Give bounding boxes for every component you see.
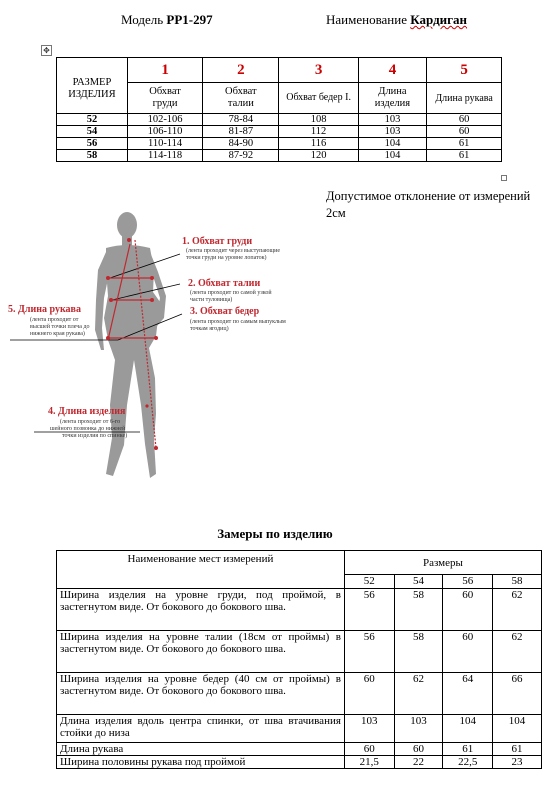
waist-legend-note-2: части туловища): [190, 297, 233, 303]
column-number: 1: [127, 58, 202, 83]
sizes-header: Размеры: [344, 551, 541, 575]
measurement-value: 56: [344, 589, 394, 631]
size-column-header: 56: [443, 575, 493, 589]
chest-legend-title: 1. Обхват груди: [182, 236, 253, 247]
column-number: 3: [279, 58, 358, 83]
measurement-name: Ширина изделия на уровне бедер (40 см от проймы) в застегнутом виде. От бокового до бокового шва.: [57, 673, 345, 715]
measurement-value: 66: [493, 673, 542, 715]
measurement-value: 60: [394, 743, 443, 756]
measurement-value: 58: [394, 589, 443, 631]
measurement-value: 22,5: [443, 756, 493, 769]
value-cell: 106-110: [127, 126, 202, 138]
size-cell: 52: [57, 114, 128, 126]
measurement-value: 22: [394, 756, 443, 769]
size-corner-label-2: ИЗДЕЛИЯ: [68, 88, 116, 100]
hips-legend-note-1: (лента проходит по самым выпуклым: [190, 319, 286, 325]
model-line: [121, 12, 213, 28]
measurement-value: 104: [493, 715, 542, 743]
measurement-value: 61: [443, 743, 493, 756]
sleeve-legend-title: 5. Длина рукава: [8, 304, 81, 315]
table-row: [57, 673, 542, 715]
length-legend-title: 4. Длина изделия: [48, 406, 126, 417]
hips-legend-note-2: точкам ягодиц): [190, 326, 229, 332]
table-row: [57, 743, 542, 756]
value-cell: 112: [279, 126, 358, 138]
measurement-value: 62: [493, 631, 542, 673]
value-cell: 61: [427, 150, 502, 162]
value-cell: 81-87: [203, 126, 279, 138]
measurement-value: 103: [394, 715, 443, 743]
table-row: [57, 138, 502, 150]
value-cell: 84-90: [203, 138, 279, 150]
measurement-value: 60: [344, 743, 394, 756]
table-row: [57, 715, 542, 743]
product-name-label: Наименование: [326, 12, 407, 27]
size-cell: 56: [57, 138, 128, 150]
chest-legend-note-1: (лента проходит через выступающие: [186, 248, 280, 254]
model-value: PP1-297: [166, 12, 213, 27]
value-cell: 120: [279, 150, 358, 162]
size-corner-label-1: РАЗМЕР: [72, 76, 112, 88]
measurement-value: 58: [394, 631, 443, 673]
size-corner-header: [57, 58, 128, 114]
sleeve-legend-note-2: высшей точки плеча до: [30, 324, 90, 330]
measurement-name: Ширина изделия на уровне груди, под проймой, в застегнутом виде. От бокового до бокового шва.: [57, 589, 345, 631]
measurement-value: 103: [344, 715, 394, 743]
tolerance-text-1: Допустимое отклонение от измерений: [326, 189, 531, 203]
size-cell: 54: [57, 126, 128, 138]
size-column-header: 58: [493, 575, 542, 589]
table-move-handle-icon[interactable]: ✥: [41, 45, 52, 56]
length-legend-note-2: шейного позвонка до нижней: [50, 426, 126, 432]
value-cell: 116: [279, 138, 358, 150]
table-row: [57, 589, 542, 631]
value-cell: 110-114: [127, 138, 202, 150]
value-cell: 104: [358, 138, 426, 150]
body-measurement-figure: [0, 200, 330, 485]
product-name-line: [326, 12, 467, 28]
value-cell: 87-92: [203, 150, 279, 162]
column-header: Обхват бедер I.: [279, 83, 358, 114]
measurement-name: Ширина половины рукава под проймой: [57, 756, 345, 769]
value-cell: 102-106: [127, 114, 202, 126]
length-legend-note-3: точки изделия по спинке): [62, 433, 128, 439]
length-legend-note-1: (лента проходит от 6-го: [60, 419, 121, 425]
sleeve-legend-note-3: нижнего края рукава): [30, 331, 85, 337]
table-row: [57, 756, 542, 769]
waist-legend-note-1: (лента проходит по самой узкой: [190, 290, 272, 296]
measurements-table: [56, 550, 542, 769]
tolerance-text-2: 2см: [326, 206, 346, 220]
measurement-name: Длина изделия вдоль центра спинки, от шва втачивания стойки до низа: [57, 715, 345, 743]
size-table: [56, 57, 502, 162]
table-row: [57, 126, 502, 138]
sleeve-legend-note-1: (лента проходит от: [30, 317, 79, 323]
size-cell: 58: [57, 150, 128, 162]
column-header: Длина изделия: [358, 83, 426, 114]
value-cell: 104: [358, 150, 426, 162]
measurement-value: 62: [394, 673, 443, 715]
column-header: Обхват талии: [203, 83, 279, 114]
value-cell: 103: [358, 126, 426, 138]
column-number: 2: [203, 58, 279, 83]
measurements-title: Замеры по изделию: [217, 526, 333, 541]
tolerance-note: [326, 188, 550, 222]
value-cell: 103: [358, 114, 426, 126]
measurement-value: 60: [344, 673, 394, 715]
waist-legend-title: 2. Обхват талии: [188, 278, 261, 289]
column-header: Обхват груди: [127, 83, 202, 114]
column-header: Длина рукава: [427, 83, 502, 114]
measurement-value: 60: [443, 631, 493, 673]
value-cell: 61: [427, 138, 502, 150]
measurement-name-header: Наименование мест измерений: [57, 551, 345, 589]
value-cell: 114-118: [127, 150, 202, 162]
column-number: 4: [358, 58, 426, 83]
chest-legend-note-2: точки груди на уровне лопаток): [186, 255, 267, 261]
size-column-header: 52: [344, 575, 394, 589]
measurement-value: 61: [493, 743, 542, 756]
model-label: Модель: [121, 12, 164, 27]
measurement-value: 23: [493, 756, 542, 769]
table-row: [57, 150, 502, 162]
measurement-value: 64: [443, 673, 493, 715]
column-number: 5: [427, 58, 502, 83]
table-row: [57, 114, 502, 126]
product-name-value: Кардиган: [410, 12, 468, 27]
table-row: [57, 631, 542, 673]
table-resize-handle-icon[interactable]: [501, 175, 507, 181]
value-cell: 60: [427, 126, 502, 138]
measurement-name: Ширина изделия на уровне талии (18см от проймы) в застегнутом виде. От бокового до бокового шва.: [57, 631, 345, 673]
measurement-value: 21,5: [344, 756, 394, 769]
value-cell: 60: [427, 114, 502, 126]
measurement-value: 60: [443, 589, 493, 631]
measurement-value: 62: [493, 589, 542, 631]
size-column-header: 54: [394, 575, 443, 589]
value-cell: 78-84: [203, 114, 279, 126]
hips-legend-title: 3. Обхват бедер: [190, 306, 260, 317]
measurement-name: Длина рукава: [57, 743, 345, 756]
measurement-value: 104: [443, 715, 493, 743]
value-cell: 108: [279, 114, 358, 126]
measurement-value: 56: [344, 631, 394, 673]
